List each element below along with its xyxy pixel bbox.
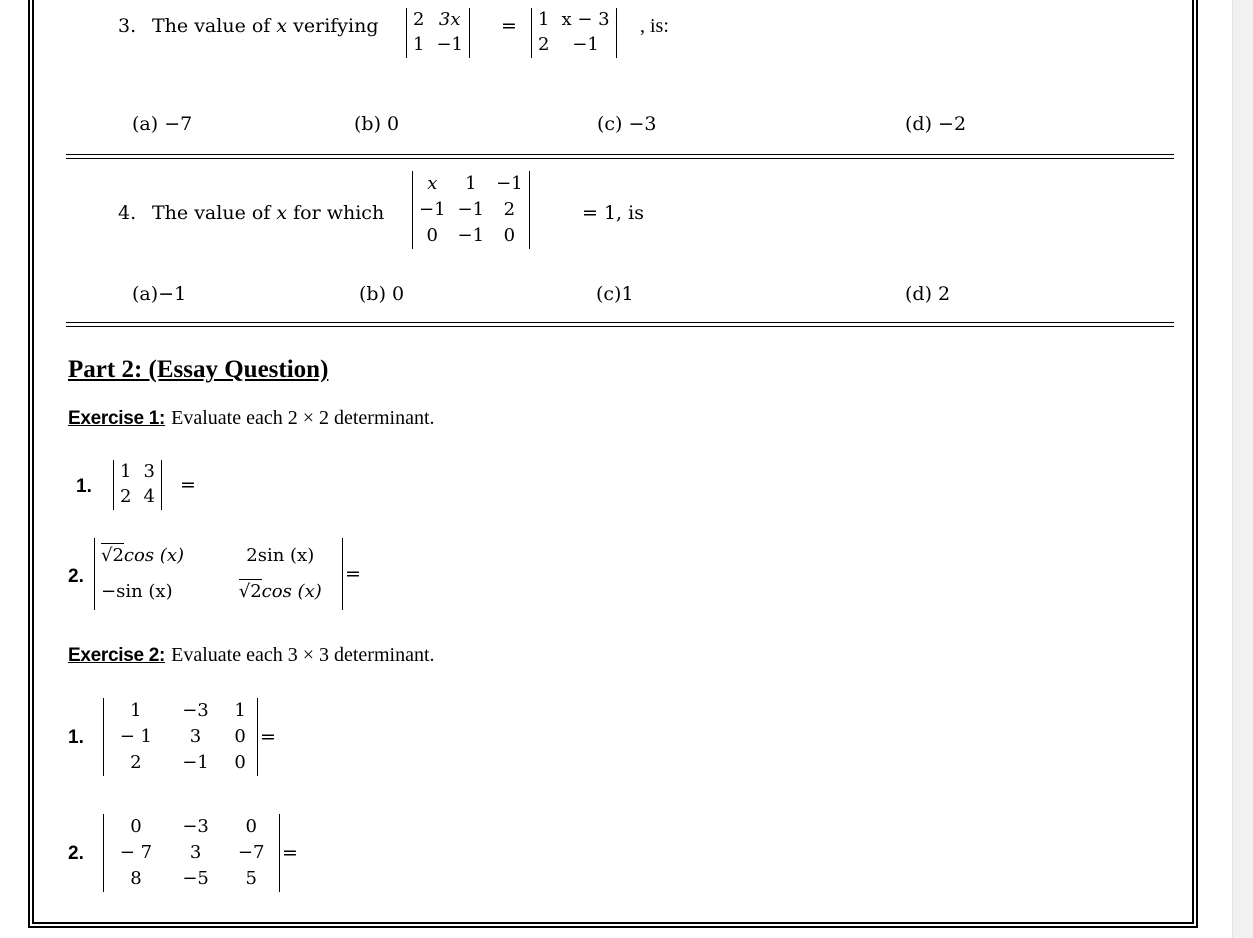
exercise-2-instruction bbox=[68, 644, 435, 667]
matrix-cell: −1 bbox=[436, 34, 463, 56]
matrix-cell: − 1 bbox=[119, 725, 152, 747]
q3-option-a[interactable]: (a) −7 bbox=[132, 113, 193, 135]
ex1-item-2-number: 2. bbox=[68, 566, 84, 587]
matrix-cell: 4 bbox=[143, 486, 155, 508]
matrix-cell: −1 bbox=[496, 172, 523, 194]
matrix-cell: 2 bbox=[130, 751, 142, 773]
matrix-cell: −1 bbox=[182, 751, 209, 773]
matrix-cell: −1 bbox=[457, 224, 485, 246]
q4-text-after: = 1, is bbox=[582, 202, 644, 224]
matrix-cell: x − 3 bbox=[561, 9, 610, 31]
matrix-cell: 1 bbox=[538, 9, 550, 31]
q3-option-c[interactable]: (c) −3 bbox=[597, 113, 657, 135]
matrix-cell: 1 bbox=[413, 34, 425, 56]
q4-determinant bbox=[412, 171, 530, 249]
matrix-cell: −1 bbox=[457, 198, 485, 220]
q4-option-a[interactable]: (a)−1 bbox=[132, 283, 187, 305]
matrix-cell: 3 bbox=[189, 841, 202, 863]
matrix-cell: 1 bbox=[120, 461, 132, 483]
sqrt-symbol: √2 bbox=[238, 580, 262, 602]
vertical-scrollbar[interactable] bbox=[1232, 0, 1253, 938]
matrix-cell: −1 bbox=[572, 34, 599, 56]
matrix-cell: x bbox=[427, 172, 438, 194]
matrix-cell: 1 bbox=[234, 699, 246, 721]
question-4-stem bbox=[152, 202, 384, 224]
matrix-cell: 2sin (x) bbox=[246, 544, 315, 566]
q4-option-c[interactable]: (c)1 bbox=[596, 283, 634, 305]
matrix-cell: 0 bbox=[130, 815, 142, 837]
ex1-item-1-equals: = bbox=[180, 474, 196, 496]
q3-text-after: , is: bbox=[640, 15, 669, 37]
question-3-stem bbox=[152, 15, 379, 37]
matrix-cell: 3 bbox=[143, 461, 155, 483]
sqrt-symbol: √2 bbox=[101, 544, 124, 566]
exercise-2-text: Evaluate each 3 × 3 determinant. bbox=[171, 644, 435, 666]
q3-option-d[interactable]: (d) −2 bbox=[905, 113, 967, 135]
ex2-item-1-determinant bbox=[103, 698, 258, 776]
exercise-1-instruction bbox=[68, 407, 435, 430]
matrix-cell: −1 bbox=[419, 198, 446, 220]
q4-text-before: The value of bbox=[152, 202, 271, 224]
exercise-1-title: Exercise 1: bbox=[68, 408, 166, 429]
ex1-item-2-equals: = bbox=[345, 563, 361, 585]
matrix-cell: −3 bbox=[182, 815, 209, 837]
q3-equals: = bbox=[501, 15, 517, 37]
matrix-cell: 5 bbox=[245, 867, 257, 889]
matrix-cell: −5 bbox=[182, 867, 209, 889]
matrix-cell: 2 bbox=[413, 9, 425, 31]
q4-variable: x bbox=[276, 202, 288, 224]
matrix-cell: −7 bbox=[237, 841, 265, 863]
ex2-item-2-number: 2. bbox=[68, 843, 84, 864]
question-4-number: 4. bbox=[118, 202, 137, 224]
matrix-cell: 0 bbox=[234, 751, 246, 773]
part-2-heading: Part 2: (Essay Question) bbox=[68, 356, 329, 383]
matrix-cell bbox=[219, 574, 343, 610]
matrix-cell: 0 bbox=[234, 725, 246, 747]
cos-term: cos (x) bbox=[261, 580, 322, 602]
matrix-cell bbox=[95, 538, 219, 574]
matrix-cell: 2 bbox=[120, 486, 132, 508]
section-divider bbox=[66, 322, 1174, 327]
q4-text-mid: for which bbox=[293, 202, 385, 224]
q3-text-before: The value of bbox=[152, 15, 271, 37]
ex1-item-2-determinant bbox=[94, 538, 343, 610]
matrix-cell: −3 bbox=[182, 699, 209, 721]
q4-option-b[interactable]: (b) 0 bbox=[359, 283, 405, 305]
ex2-item-1-equals: = bbox=[260, 726, 276, 748]
cos-term: cos (x) bbox=[123, 544, 184, 566]
matrix-cell: − 7 bbox=[119, 841, 153, 863]
matrix-cell: 1 bbox=[130, 699, 142, 721]
q4-option-d[interactable]: (d) 2 bbox=[905, 283, 951, 305]
ex2-item-2-determinant bbox=[103, 814, 280, 892]
ex1-item-1-determinant bbox=[113, 460, 162, 510]
q3-text-mid: verifying bbox=[293, 15, 379, 37]
matrix-cell: 0 bbox=[503, 224, 516, 246]
exercise-2-title: Exercise 2: bbox=[68, 645, 166, 666]
matrix-cell: 3 bbox=[189, 725, 202, 747]
q3-option-b[interactable]: (b) 0 bbox=[354, 113, 400, 135]
matrix-cell: 0 bbox=[245, 815, 257, 837]
matrix-cell: 0 bbox=[426, 224, 438, 246]
matrix-cell: 2 bbox=[538, 34, 550, 56]
q3-right-determinant bbox=[531, 8, 617, 58]
matrix-cell: 8 bbox=[130, 867, 142, 889]
q3-variable: x bbox=[276, 15, 288, 37]
section-divider bbox=[66, 154, 1174, 159]
exercise-1-text: Evaluate each 2 × 2 determinant. bbox=[171, 407, 435, 429]
ex2-item-2-equals: = bbox=[282, 842, 298, 864]
question-3-number: 3. bbox=[118, 15, 137, 37]
matrix-cell: 2 bbox=[503, 198, 516, 220]
ex2-item-1-number: 1. bbox=[68, 727, 84, 748]
page-border bbox=[28, 0, 1198, 928]
matrix-cell: 1 bbox=[465, 172, 477, 194]
matrix-cell: 3x bbox=[438, 9, 461, 31]
matrix-cell: −sin (x) bbox=[101, 580, 173, 602]
ex1-item-1-number: 1. bbox=[76, 476, 92, 497]
q3-left-determinant bbox=[406, 8, 470, 58]
